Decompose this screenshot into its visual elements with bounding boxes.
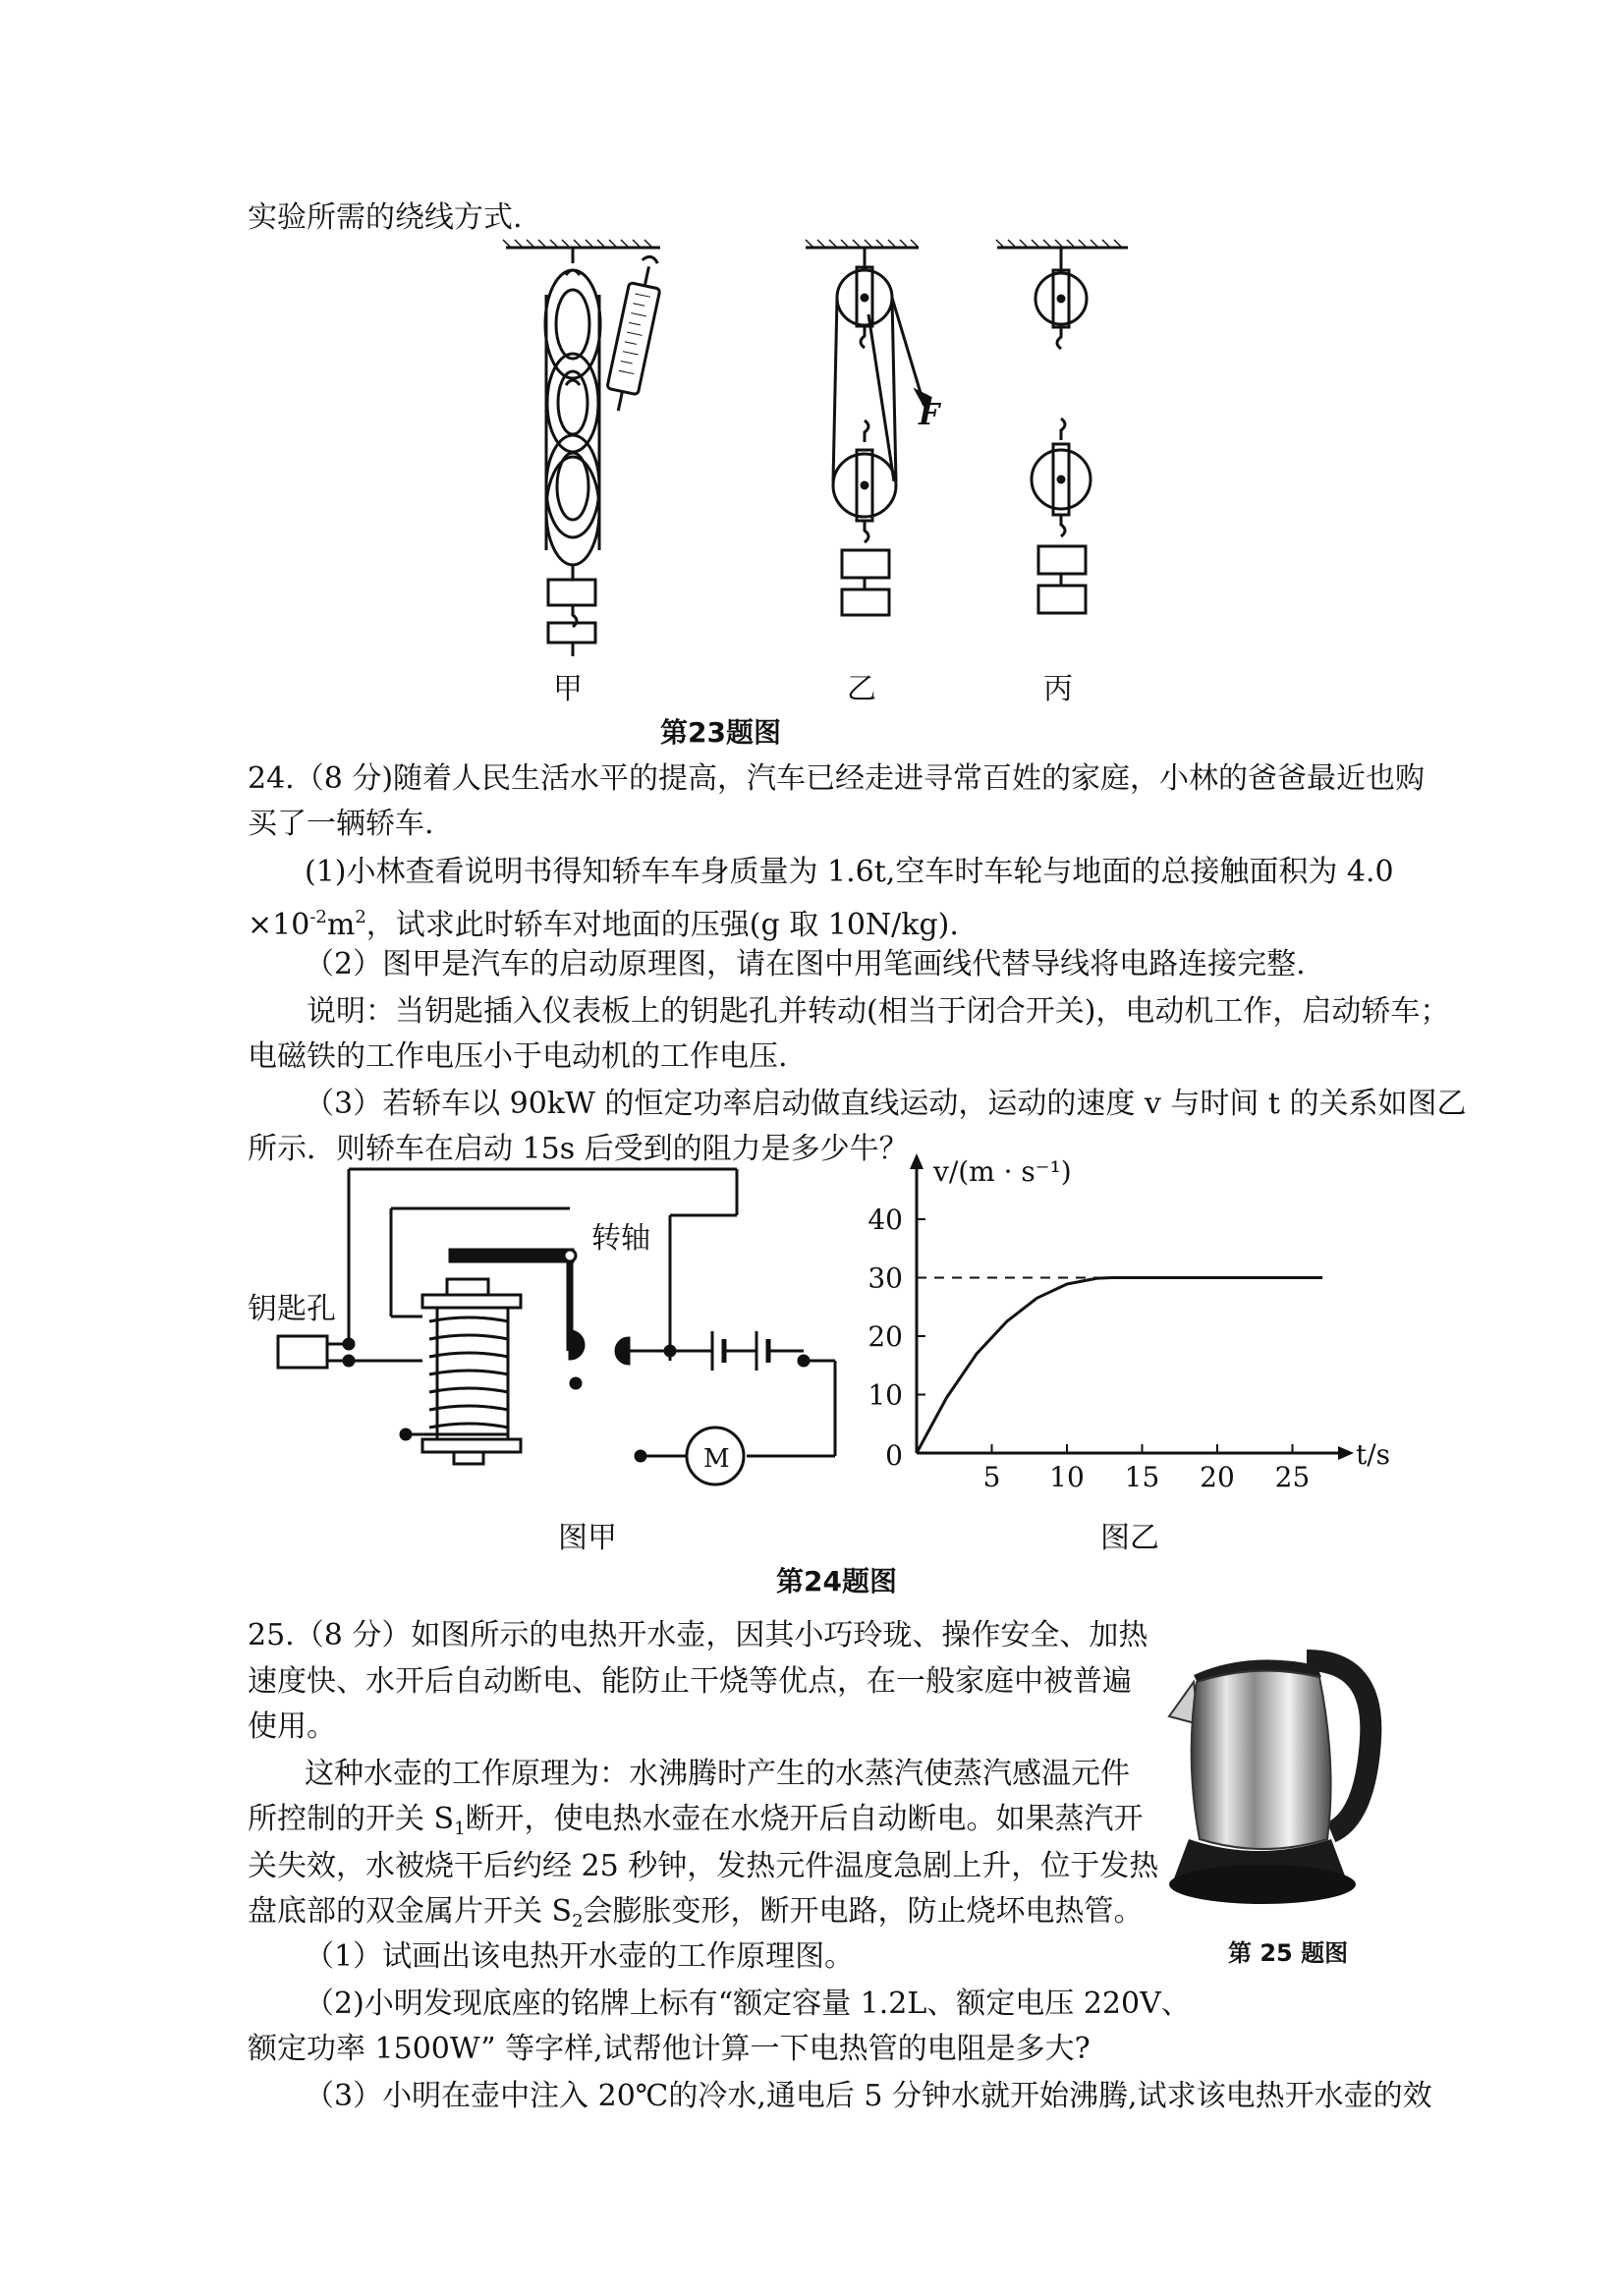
text-line: 电磁铁的工作电压小于电动机的工作电压. (248, 1039, 788, 1074)
text-line: 所控制的开关 $S_1$断开，使电热水壶在水烧开后自动断电。如果蒸汽开 (248, 1802, 1144, 1839)
text-line: 关失效，水被烧干后约经 25 秒钟，发热元件温度急剧上升，位于发热 (248, 1849, 1159, 1883)
text-line: 所示．则轿车在启动 15s 后受到的阻力是多少牛？ (248, 1132, 909, 1166)
series-line (917, 1278, 1322, 1454)
x-tick-label: 20 (1200, 1461, 1235, 1493)
y-tick-label: 40 (867, 1204, 903, 1236)
x-axis-label: t/s (1356, 1438, 1391, 1471)
text-line: 24.（8 分)随着人民生活水平的提高，汽车已经走进寻常百姓的家庭，小林的爸爸最近也购 (248, 761, 1426, 796)
text-line: （3）若轿车以 90kW 的恒定功率启动做直线运动，运动的速度 v 与时间 t 的关系如图乙 (305, 1087, 1467, 1121)
x-axis-arrow (1338, 1446, 1354, 1460)
kettle-image (1159, 1621, 1385, 1926)
caption-fig-jia: 图甲 (558, 1521, 617, 1555)
caption-yi: 乙 (847, 672, 876, 706)
text-line: $\times 10^{-2}m^2$，试求此时轿车对地面的压强(g 取 10N/kg). (248, 907, 959, 942)
text-line: 盘底部的双金属片开关 $S_2$会膨胀变形，断开电路，防止烧坏电热管。 (248, 1894, 1144, 1932)
keyhole-label: 钥匙孔 (248, 1292, 336, 1326)
x-tick-label: 0 (885, 1439, 903, 1472)
text-line: （1）试画出该电热开水壶的工作原理图。 (305, 1939, 855, 1974)
x-tick-label: 10 (1049, 1461, 1085, 1493)
caption-bing: 丙 (1043, 672, 1073, 706)
force-label: F (919, 398, 940, 432)
x-tick-label: 25 (1274, 1461, 1311, 1493)
text-line: （3）小明在壶中注入 20℃的冷水,通电后 5 分钟水就开始沸腾,试求该电热开水壶的效 (305, 2079, 1432, 2113)
text-line: 说明：当钥匙插入仪表板上的钥匙孔并转动(相当于闭合开关)，电动机工作，启动轿车； (307, 994, 1450, 1029)
x-tick-label: 15 (1124, 1461, 1160, 1493)
y-tick-label: 20 (867, 1320, 903, 1353)
text-line: 实验所需的绕线方式. (248, 200, 523, 235)
text-line: 25.（8 分）如图所示的电热开水壶，因其小巧玲珑、操作安全、加热 (248, 1618, 1148, 1652)
text-line: 买了一辆轿车. (248, 807, 434, 841)
figure-25-title: 第 25 题图 (1228, 1939, 1349, 1967)
text-line: (1)小林查看说明书得知轿车车身质量为 1.6t,空车时车轮与地面的总接触面积为 4.0 (305, 855, 1394, 889)
figure-23-title: 第23题图 (660, 716, 781, 749)
y-axis-arrow (910, 1153, 923, 1169)
text-line: 使用。 (248, 1709, 336, 1744)
motor-label: M (703, 1444, 730, 1474)
text-line: 这种水壶的工作原理为：水沸腾时产生的水蒸汽使蒸汽感温元件 (305, 1757, 1130, 1791)
axle-label: 转轴 (591, 1221, 650, 1256)
caption-fig-yi: 图乙 (1100, 1521, 1159, 1555)
y-axis-label: v/(m · s⁻¹) (933, 1155, 1072, 1188)
text-line: （2）图甲是汽车的启动原理图，请在图中用笔画线代替导线将电路连接完整. (305, 947, 1306, 981)
y-tick-label: 10 (867, 1378, 903, 1412)
text-line: 速度快、水开后自动断电、能防止干烧等优点，在一般家庭中被普遍 (248, 1664, 1132, 1699)
text-line: 额定功率 1500W” 等字样,试帮他计算一下电热管的电阻是多大? (248, 2032, 1091, 2066)
text-line: （2)小明发现底座的铭牌上标有“额定容量 1.2L、额定电压 220V、 (305, 1987, 1191, 2021)
caption-jia: 甲 (553, 672, 583, 706)
figure-24-title: 第24题图 (776, 1565, 897, 1597)
x-tick-label: 5 (982, 1461, 1001, 1493)
y-tick-label: 30 (867, 1261, 903, 1295)
